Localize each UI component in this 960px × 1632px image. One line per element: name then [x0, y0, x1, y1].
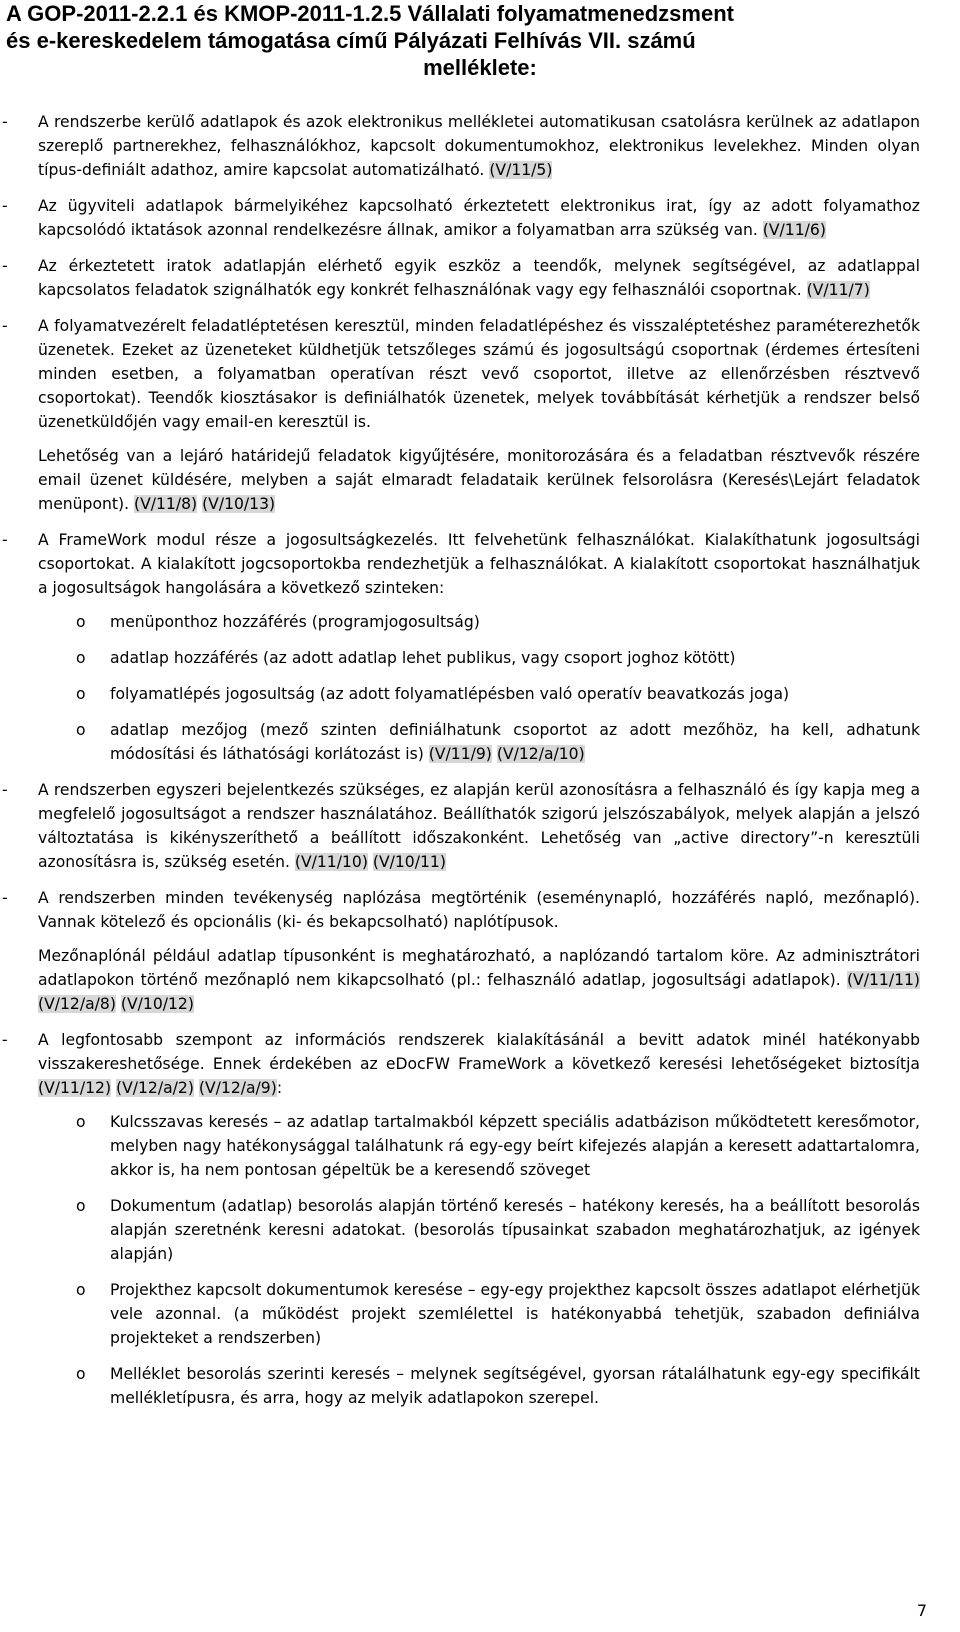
reference-tag: (V/11/7)	[806, 281, 870, 299]
bullet-marker: o	[76, 1365, 86, 1383]
title-line-1: A GOP-2011-2.2.1 és KMOP-2011-1.2.5 Vállalati folyamatmenedzsment	[6, 1, 734, 26]
dash-marker: -	[2, 113, 8, 131]
item-text: A legfontosabb szempont az információs rendszerek kialakításánál a bevitt adatok minél hatékonyabb visszakereshetősége. Ennek érdekében az eDocFW FrameWork a következő keresési lehetőségeket biztosítja	[38, 1031, 920, 1073]
sub-list-item	[0, 1362, 960, 1410]
sub-item-text: Melléklet besorolás szerinti keresés – melynek segítségével, gyorsan rátalálhatunk egy-egy specifikált mellékletípusra, és arra, hogy az melyik adatlapokon szerepel.	[110, 1365, 920, 1407]
paragraph-text: Lehetőség van a lejáró határidejű feladatok kigyűjtésére, monitorozására és a feladatban résztvevők részére email üzenet küldésére, melyben a saját elmaradt feladataik kerülnek felsorolásra (Keresés\Lejárt feladatok menüpont).	[38, 447, 920, 513]
sub-list-item	[0, 682, 960, 706]
reference-tag: (V/12/a/9)	[198, 1079, 277, 1097]
sub-list-item	[0, 646, 960, 670]
dash-marker: -	[2, 257, 8, 275]
bullet-marker: o	[76, 685, 86, 703]
sub-item-text: adatlap hozzáférés (az adott adatlap lehet publikus, vagy csoport joghoz kötött)	[110, 649, 736, 667]
reference-tag: (V/12/a/8)	[38, 995, 116, 1013]
sub-item-text: Dokumentum (adatlap) besorolás alapján történő keresés – hatékony keresés, ha a beállított besorolás alapján szeretnénk keresni adatokat. (besorolás típusainkat szabadon meghatározhatjuk, az igények alapján)	[110, 1197, 920, 1263]
sub-list-item	[0, 1194, 960, 1266]
dash-marker: -	[2, 531, 8, 549]
item-text: Az érkeztetett iratok adatlapján elérhető egyik eszköz a teendők, melynek segítségével, az adatlappal kapcsolatos feladatok szignálhatók egy konkrét felhasználónak vagy egy felhasználói csoportnak.	[38, 257, 920, 299]
reference-tag: (V/12/a/2)	[116, 1079, 194, 1097]
item-text: A FrameWork modul része a jogosultságkezelés. Itt felvehetünk felhasználókat. Kialakíthatunk jogosultsági csoportokat. A kialakított jogcsoportokba rendezhetjük a felhasználókat. A kialakított csoportokat használhatjuk a jogosultságok hangolására a következő szinteken:	[38, 531, 920, 597]
dash-marker: -	[2, 889, 8, 907]
sub-item-text: adatlap mezőjog (mező szinten definiálhatunk csoportot az adott mezőhöz, ha kell, adhatunk módosítási és láthatósági korlátozást is)	[110, 721, 920, 763]
item-text: A folyamatvezérelt feladatléptetésen keresztül, minden feladatlépéshez és visszaléptetéshez paraméterezhetők üzenetek. Ezeket az üzeneteket küldhetjük tetszőleges számú és jogosultságú csoportnak (érdemes értesíteni minden esetben, a folyamatban operatívan részt vevő csoportot, illetve az ellenőrzésben résztvevő csoportokat). Teendők kiosztásakor is definiálhatók üzenetek, melyek továbbítását kérhetjük a rendszer belső üzenetküldőjén vagy email-en keresztül is.	[38, 317, 920, 431]
list-item	[0, 528, 960, 600]
dash-marker: -	[2, 317, 8, 335]
bullet-marker: o	[76, 1197, 86, 1215]
sub-item-text: Projekthez kapcsolt dokumentumok keresése – egy-egy projekthez kapcsolt összes adatlapot elérhetjük vele azonnal. (a működést projekt szemlélettel is hatékonyabbá tehetjük, szabadon definiálva projekteket a rendszerben)	[110, 1281, 920, 1347]
item-text: A rendszerben egyszeri bejelentkezés szükséges, ez alapján kerül azonosításra a felhasználó és így kapja meg a megfelelő jogosultságot a rendszer használatához. Beállíthatók szigorú jelszószabályok, melyek alapján a jelszó változtatása is kikényszeríthető a beállított időszakonként. Lehetőség van „active directory”-n keresztüli azonosításra is, szükség esetén.	[38, 781, 920, 871]
title-line-2: és e-kereskedelem támogatása című Pályázati Felhívás VII. számú	[6, 28, 696, 53]
dash-marker: -	[2, 781, 8, 799]
page-number: 7	[916, 1601, 927, 1620]
bullet-marker: o	[76, 613, 86, 631]
list-item	[0, 1028, 960, 1100]
paragraph-text: Mezőnaplónál például adatlap típusonként is meghatározható, a naplózandó tartalom köre. Az adminisztrátori adatlapokon történő mezőnapló nem kikapcsolható (pl.: felhasználó adatlap, jogosultsági adatlapok).	[38, 947, 920, 989]
reference-tag: (V/11/8)	[133, 495, 198, 513]
sub-item-text: menüponthoz hozzáférés (programjogosultság)	[110, 613, 480, 631]
sub-list-item	[0, 1278, 960, 1350]
item-text-tail: :	[276, 1079, 283, 1097]
reference-tag: (V/11/10)	[294, 853, 368, 871]
reference-tag: (V/11/12)	[38, 1079, 112, 1097]
bullet-marker: o	[76, 649, 86, 667]
reference-tag: (V/10/13)	[202, 495, 276, 513]
item-text: A rendszerbe kerülő adatlapok és azok elektronikus mellékletei automatikusan csatolásra kerülnek az adatlapon szereplő partnerekhez, felhasználókhoz, kapcsolt dokumentumokhoz, elektronikus levelekhez. Minden olyan típus-definiált adathoz, amire kapcsolat automatizálható.	[38, 113, 920, 179]
bullet-marker: o	[76, 1281, 86, 1299]
reference-tag: (V/11/11)	[846, 971, 920, 989]
bullet-marker: o	[76, 1113, 86, 1131]
list-item	[0, 314, 960, 434]
reference-tag: (V/10/11)	[372, 853, 446, 871]
item-text: A rendszerben minden tevékenység naplózása megtörténik (eseménynapló, hozzáférés napló, mezőnapló). Vannak kötelező és opcionális (ki- és bekapcsolható) naplótípusok.	[38, 889, 920, 931]
sub-list-item	[0, 718, 960, 766]
list-item	[0, 110, 960, 182]
reference-tag: (V/11/6)	[762, 221, 826, 239]
list-item	[0, 778, 960, 874]
dash-marker: -	[2, 197, 8, 215]
sub-item-text: Kulcsszavas keresés – az adatlap tartalmakból képzett speciális adatbázison működtetett keresőmotor, melyben nagy hatékonysággal találhatunk rá egy-egy beírt kifejezés alapján a keresett adattartalomra, akkor is, ha nem pontosan gépeltük be a keresendő szöveget	[110, 1113, 920, 1179]
document-body	[0, 110, 960, 1422]
reference-tag: (V/11/9)	[428, 745, 492, 763]
bullet-marker: o	[76, 721, 86, 739]
list-item	[0, 886, 960, 934]
title-line-3: melléklete:	[423, 55, 537, 80]
paragraph	[0, 944, 960, 1016]
sub-list-item	[0, 1110, 960, 1182]
paragraph	[0, 444, 960, 516]
reference-tag: (V/10/12)	[120, 995, 194, 1013]
item-text: Az ügyviteli adatlapok bármelyikéhez kapcsolható érkeztetett elektronikus irat, így az adott folyamathoz kapcsolódó iktatások azonnal rendelkezésre állnak, amikor a folyamatban arra szükség van.	[38, 197, 920, 239]
list-item	[0, 194, 960, 242]
page-title	[0, 0, 960, 81]
reference-tag: (V/11/5)	[489, 161, 553, 179]
sub-list-item	[0, 610, 960, 634]
list-item	[0, 254, 960, 302]
reference-tag: (V/12/a/10)	[496, 745, 585, 763]
dash-marker: -	[2, 1031, 8, 1049]
sub-item-text: folyamatlépés jogosultság (az adott folyamatlépésben való operatív beavatkozás joga)	[110, 685, 790, 703]
